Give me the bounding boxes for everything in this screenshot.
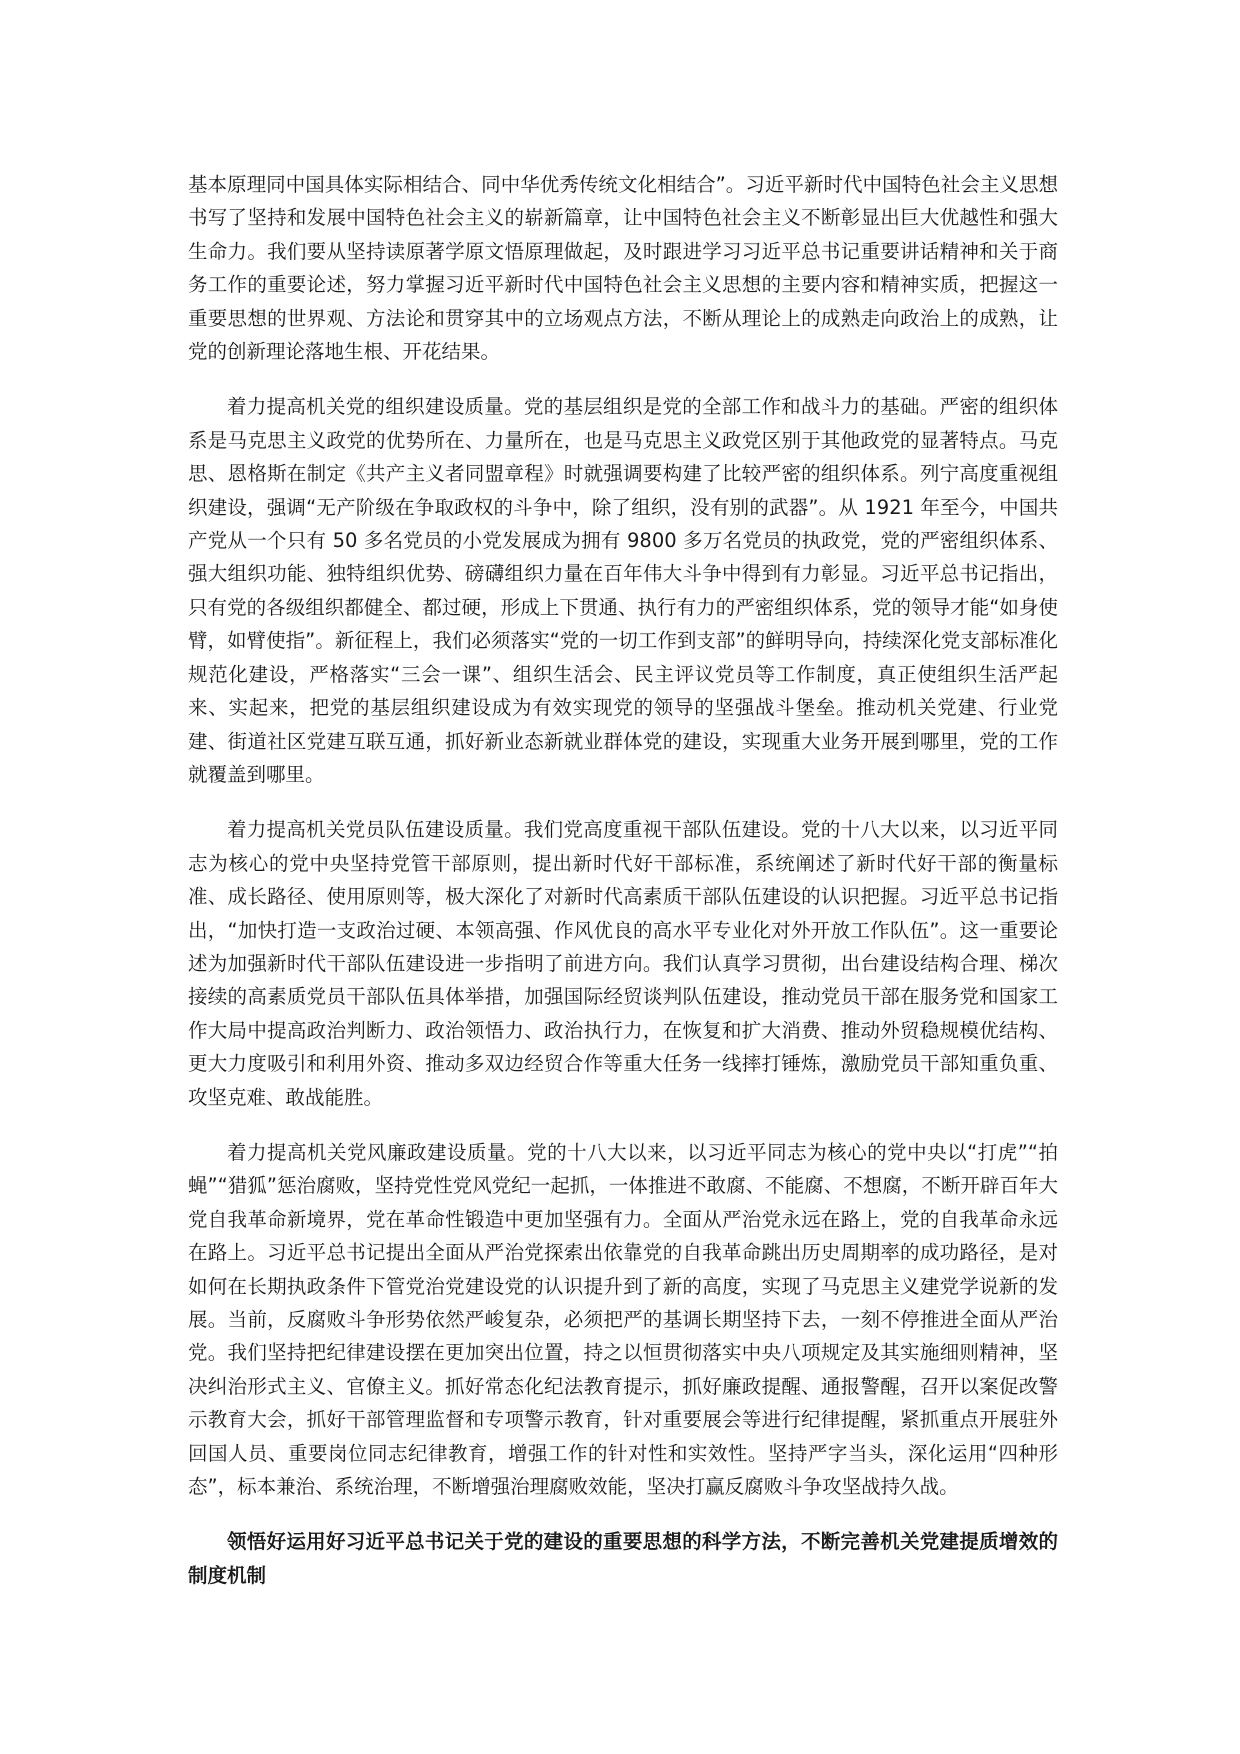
paragraph-cadre-team: 着力提高机关党员队伍建设质量。我们党高度重视干部队伍建设。党的十八大以来，以习近平同志为核心的党中央坚持党管干部原则，提出新时代好干部标准，系统阐述了新时代好干部的衡量标准、成长路径、使用原则等，极大深化了对新时代高素质干部队伍建设的认识把握。习近平总书记指出，“加快打造一支政治过硬、本领高强、作风优良的高水平专业化对外开放工作队伍”。这一重要论述为加强新时代干部队伍建设进一步指明了前进方向。我们认真学习贯彻，出台建设结构合理、梯次接续的高素质党员干部队伍具体举措，加强国际经贸谈判队伍建设，推动党员干部在服务党和国家工作大局中提高政治判断力、政治领悟力、政治执行力，在恢复和扩大消费、推动外贸稳规模优结构、更大力度吸引和利用外资、推动多双边经贸合作等重大任务一线摔打锤炼，激励党员干部知重负重、攻坚克难、敢战能胜。 bbox=[188, 818, 1058, 1109]
document-page bbox=[188, 168, 1058, 1592]
paragraph-continued: 基本原理同中国具体实际相结合、同中华优秀传统文化相结合”。习近平新时代中国特色社会主义思想书写了坚持和发展中国特色社会主义的崭新篇章，让中国特色社会主义不断彰显出巨大优越性和强大生命力。我们要从坚持读原著学原文悟原理做起，及时跟进学习习近平总书记重要讲话精神和关于商务工作的重要论述，努力掌握习近平新时代中国特色社会主义思想的主要内容和精神实质，把握这一重要思想的世界观、方法论和贯穿其中的立场观点方法，不断从理论上的成熟走向政治上的成熟，让党的创新理论落地生根、开花结果。 bbox=[188, 173, 1058, 364]
paragraph-integrity: 着力提高机关党风廉政建设质量。党的十八大以来，以习近平同志为核心的党中央以“打虎”“拍蝇”“猎狐”惩治腐败，坚持党性党风党纪一起抓，一体推进不敢腐、不能腐、不想腐，不断开辟百年大党自我革命新境界，党在革命性锻造中更加坚强有力。全面从严治党永远在路上，党的自我革命永远在路上。习近平总书记提出全面从严治党探索出依靠党的自我革命跳出历史周期率的成功路径，是对如何在长期执政条件下管党治党建设党的认识提升到了新的高度，实现了马克思主义建党学说新的发展。当前，反腐败斗争形势依然严峻复杂，必须把严的基调长期坚持下去，一刻不停推进全面从严治党。我们坚持把纪律建设摆在更加突出位置，持之以恒贯彻落实中央八项规定及其实施细则精神，坚决纠治形式主义、官僚主义。抓好常态化纪法教育提示，抓好廉政提醒、通报警醒，召开以案促改警示教育大会，抓好干部管理监督和专项警示教育，针对重要展会等进行纪律提醒，紧抓重点开展驻外回国人员、重要岗位同志纪律教育，增强工作的针对性和实效性。坚持严字当头，深化运用“四种形态”，标本兼治、系统治理，不断增强治理腐败效能，坚决打赢反腐败斗争攻坚战持久战。 bbox=[188, 1140, 1058, 1499]
paragraph-organization: 着力提高机关党的组织建设质量。党的基层组织是党的全部工作和战斗力的基础。严密的组织体系是马克思主义政党的优势所在、力量所在，也是马克思主义政党区别于其他政党的显著特点。马克思、恩格斯在制定《共产主义者同盟章程》时就强调要构建了比较严密的组织体系。列宁高度重视组织建设，强调“无产阶级在争取政权的斗争中，除了组织，没有别的武器”。从 1921 年至今，中国共产党从一个只有 50 多名党员的小党发展成为拥有 9800 多万名党员的执政党，党的严密组织体系、强大组织功能、独特组织优势、磅礴组织力量在百年伟大斗争中得到有力彰显。习近平总书记指出，只有党的各级组织都健全、都过硬，形成上下贯通、执行有力的严密组织体系，党的领导才能“如身使臂，如臂使指”。新征程上，我们必须落实“党的一切工作到支部”的鲜明导向，持续深化党支部标准化规范化建设，严格落实“三会一课”、组织生活会、民主评议党员等工作制度，真正使组织生活严起来、实起来，把党的基层组织建设成为有效实现党的领导的坚强战斗堡垒。推动机关党建、行业党建、街道社区党建互联互通，抓好新业态新就业群体党的建设，实现重大业务开展到哪里，党的工作就覆盖到哪里。 bbox=[188, 395, 1058, 786]
section-heading: 领悟好运用好习近平总书记关于党的建设的重要思想的科学方法，不断完善机关党建提质增效的制度机制 bbox=[188, 1530, 1058, 1587]
